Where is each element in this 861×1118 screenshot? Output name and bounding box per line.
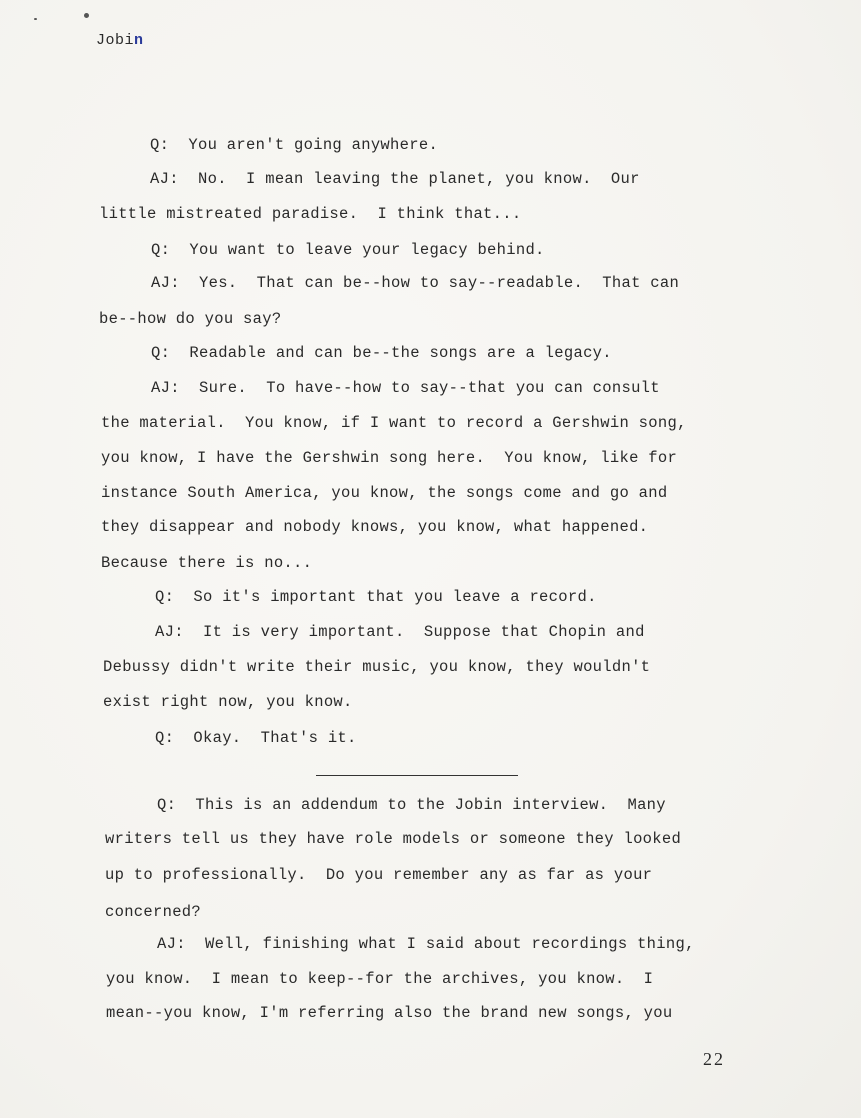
- header-name-stamp: n: [134, 32, 144, 49]
- section-divider: [316, 775, 518, 776]
- transcript-line: be--how do you say?: [99, 310, 282, 328]
- transcript-line: AJ: It is very important. Suppose that Chopin and: [155, 623, 645, 641]
- transcript-line: Because there is no...: [101, 554, 313, 572]
- transcript-line: they disappear and nobody knows, you know, what happened.: [101, 518, 649, 536]
- transcript-line: little mistreated paradise. I think that...: [99, 205, 522, 223]
- transcript-line: Q: Readable and can be--the songs are a legacy.: [151, 344, 612, 362]
- transcript-line: AJ: No. I mean leaving the planet, you know. Our: [150, 170, 640, 188]
- ink-speck: [84, 13, 89, 18]
- transcript-line: the material. You know, if I want to record a Gershwin song,: [101, 414, 687, 432]
- transcript-line: Q: You want to leave your legacy behind.: [151, 241, 545, 259]
- transcript-line: concerned?: [105, 903, 202, 921]
- page-number: 22: [703, 1049, 725, 1069]
- transcript-line: Q: This is an addendum to the Jobin interview. Many: [157, 796, 666, 814]
- ink-speck: [34, 18, 37, 20]
- transcript-line: Q: So it's important that you leave a record.: [155, 588, 597, 606]
- page-header: [96, 32, 144, 49]
- transcript-line: Q: Okay. That's it.: [155, 729, 357, 747]
- transcript-line: writers tell us they have role models or someone they looked: [105, 830, 682, 848]
- transcript-line: instance South America, you know, the songs come and go and: [101, 484, 668, 502]
- transcript-line: Debussy didn't write their music, you know, they wouldn't: [103, 658, 651, 676]
- transcript-line: exist right now, you know.: [103, 693, 353, 711]
- transcript-line: AJ: Yes. That can be--how to say--readable. That can: [151, 274, 680, 292]
- transcript-line: AJ: Well, finishing what I said about recordings thing,: [157, 935, 695, 953]
- transcript-line: Q: You aren't going anywhere.: [150, 136, 439, 154]
- header-name: Jobi: [96, 32, 135, 49]
- transcript-line: AJ: Sure. To have--how to say--that you can consult: [151, 379, 660, 397]
- transcript-line: up to professionally. Do you remember any as far as your: [105, 866, 653, 884]
- transcript-line: mean--you know, I'm referring also the brand new songs, you: [106, 1004, 673, 1022]
- transcript-line: you know. I mean to keep--for the archives, you know. I: [106, 970, 654, 988]
- transcript-line: you know, I have the Gershwin song here. You know, like for: [101, 449, 678, 467]
